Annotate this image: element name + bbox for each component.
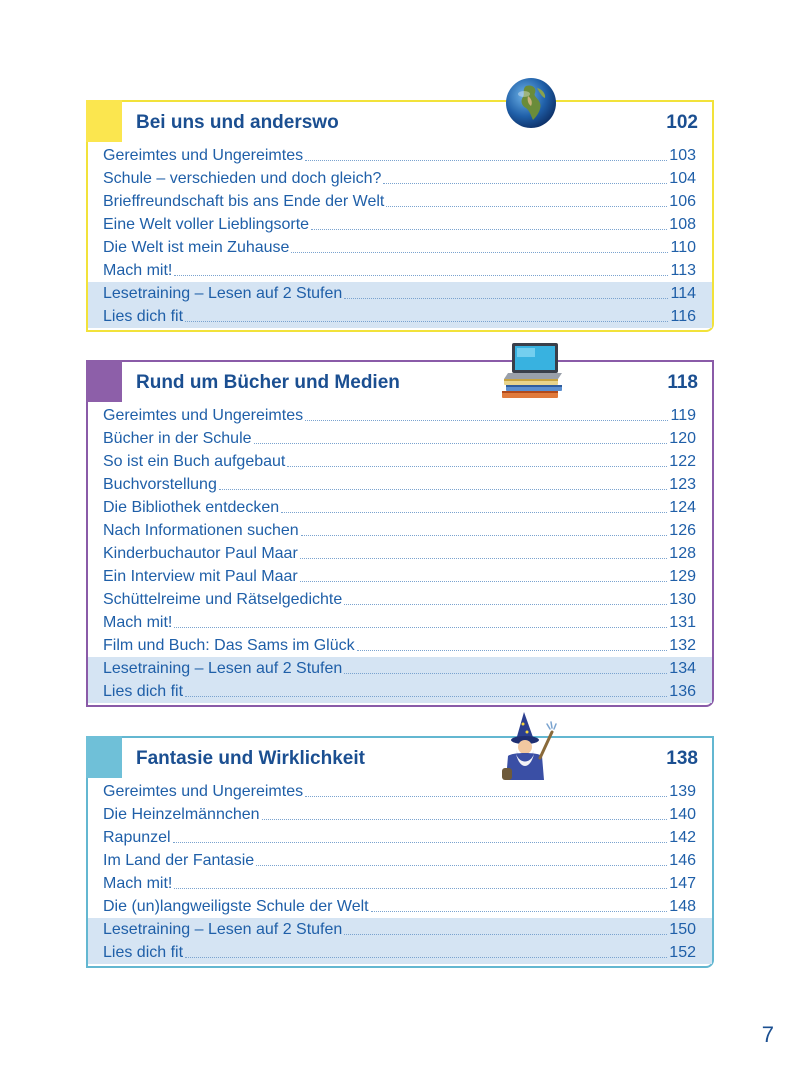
toc-entry-title: Kinderbuchautor Paul Maar: [103, 545, 298, 562]
toc-entry: [88, 941, 712, 964]
section-color-tab: [86, 736, 122, 778]
toc-entry-title: Nach Informationen suchen: [103, 522, 299, 539]
toc-entry: [88, 427, 712, 450]
dot-leader: [254, 443, 668, 444]
toc-entry-title: Gereimtes und Ungereimtes: [103, 407, 304, 424]
toc-entry-page: 152: [669, 944, 696, 961]
dot-leader: [301, 535, 668, 536]
dot-leader: [305, 796, 667, 797]
toc-entry-title: Lesetraining – Lesen auf 2 Stufen: [103, 660, 343, 677]
dot-leader: [256, 865, 667, 866]
dot-leader: [185, 696, 667, 697]
dot-leader: [300, 558, 668, 559]
toc-entry-title: Die (un)langweiligste Schule der Welt: [103, 898, 369, 915]
books-laptop-icon: [500, 341, 566, 401]
toc-entry-title: Schüttelreime und Rätselgedichte: [103, 591, 343, 608]
toc-entry: [88, 213, 712, 236]
entry-list: [88, 780, 712, 964]
toc-entry-page: 150: [669, 921, 696, 938]
section-page-number: 102: [666, 112, 698, 133]
toc-entry-page: 140: [669, 806, 696, 823]
toc-entry-page: 110: [670, 239, 696, 256]
section-title: Bei uns und anderswo: [136, 112, 339, 133]
toc-entry-title: Mach mit!: [103, 875, 173, 892]
toc-entry: [88, 872, 712, 895]
toc-entry-page: 134: [669, 660, 696, 677]
toc-entry-page: 147: [669, 875, 696, 892]
toc-entry-page: 129: [669, 568, 696, 585]
dot-leader: [344, 298, 668, 299]
dot-leader: [344, 934, 667, 935]
toc-entry-page: 126: [669, 522, 696, 539]
section-color-tab: [86, 360, 122, 402]
toc-entry-title: Lies dich fit: [103, 308, 184, 325]
toc-entry-title: Film und Buch: Das Sams im Glück: [103, 637, 355, 654]
toc-entry-title: Ein Interview mit Paul Maar: [103, 568, 298, 585]
toc-entry: [88, 780, 712, 803]
dot-leader: [287, 466, 667, 467]
toc-entry-title: Lesetraining – Lesen auf 2 Stufen: [103, 285, 343, 302]
toc-entry-page: 128: [669, 545, 696, 562]
toc-entry-title: So ist ein Buch aufgebaut: [103, 453, 286, 470]
dot-leader: [219, 489, 667, 490]
toc-entry-title: Die Welt ist mein Zuhause: [103, 239, 290, 256]
toc-entry: [88, 680, 712, 703]
toc-entry-title: Gereimtes und Ungereimtes: [103, 147, 304, 164]
toc-entry: [88, 167, 712, 190]
toc-entry-page: 146: [669, 852, 696, 869]
toc-entry-page: 113: [670, 262, 696, 279]
toc-entry-page: 131: [669, 614, 696, 631]
globe-icon: [504, 76, 558, 130]
dot-leader: [305, 420, 668, 421]
dot-leader: [344, 673, 667, 674]
section-title: Rund um Bücher und Medien: [136, 372, 400, 393]
toc-entry-page: 142: [669, 829, 696, 846]
toc-entry: [88, 611, 712, 634]
toc-entry-page: 103: [669, 147, 696, 164]
dot-leader: [174, 627, 667, 628]
toc-entry: [88, 190, 712, 213]
entry-list: [88, 404, 712, 703]
toc-entry-title: Die Heinzelmännchen: [103, 806, 260, 823]
dot-leader: [344, 604, 667, 605]
toc-entry-page: 124: [669, 499, 696, 516]
toc-entry-title: Gereimtes und Ungereimtes: [103, 783, 304, 800]
toc-entry-page: 139: [669, 783, 696, 800]
toc-entry-page: 104: [669, 170, 696, 187]
toc-entry-page: 106: [669, 193, 696, 210]
toc-entry: [88, 918, 712, 941]
toc-entry-title: Mach mit!: [103, 614, 173, 631]
toc-entry-title: Mach mit!: [103, 262, 173, 279]
dot-leader: [174, 888, 667, 889]
section-bei-uns-und-anderswo: [86, 100, 714, 332]
dot-leader: [371, 911, 668, 912]
dot-leader: [281, 512, 667, 513]
toc-entry: [88, 519, 712, 542]
section-title: Fantasie und Wirklichkeit: [136, 748, 365, 769]
toc-entry: [88, 895, 712, 918]
wizard-icon: [494, 710, 564, 782]
toc-entry-page: 116: [670, 308, 696, 325]
toc-entry: [88, 144, 712, 167]
toc-entry: [88, 305, 712, 328]
toc-entry: [88, 236, 712, 259]
toc-entry-page: 119: [670, 407, 696, 424]
toc-entry: [88, 803, 712, 826]
toc-entry-title: Buchvorstellung: [103, 476, 217, 493]
dot-leader: [311, 229, 667, 230]
toc-entry-title: Bücher in der Schule: [103, 430, 252, 447]
toc-entry-title: Lies dich fit: [103, 944, 184, 961]
toc-entry-title: Die Bibliothek entdecken: [103, 499, 280, 516]
toc-entry-title: Im Land der Fantasie: [103, 852, 255, 869]
toc-entry: [88, 849, 712, 872]
toc-entry: [88, 404, 712, 427]
dot-leader: [174, 275, 668, 276]
section-color-tab: [86, 100, 122, 142]
dot-leader: [291, 252, 668, 253]
toc-entry-page: 108: [669, 216, 696, 233]
toc-entry-title: Rapunzel: [103, 829, 171, 846]
dot-leader: [357, 650, 668, 651]
toc-entry: [88, 634, 712, 657]
dot-leader: [185, 957, 667, 958]
section-page-number: 118: [667, 372, 698, 393]
toc-entry-title: Brieffreundschaft bis ans Ende der Welt: [103, 193, 385, 210]
section-rund-um-buecher-und-medien: [86, 360, 714, 707]
toc-entry-page: 132: [669, 637, 696, 654]
toc-entry-page: 114: [670, 285, 696, 302]
dot-leader: [185, 321, 668, 322]
toc-entry: [88, 657, 712, 680]
page-number: 7: [761, 1022, 774, 1047]
toc-entry-page: 130: [669, 591, 696, 608]
toc-entry: [88, 826, 712, 849]
toc-entry-page: 148: [669, 898, 696, 915]
toc-entry-title: Lies dich fit: [103, 683, 184, 700]
section-page-number: 138: [666, 748, 698, 769]
dot-leader: [383, 183, 667, 184]
toc-entry: [88, 565, 712, 588]
dot-leader: [173, 842, 668, 843]
toc-entry: [88, 450, 712, 473]
toc-entry: [88, 473, 712, 496]
dot-leader: [305, 160, 667, 161]
toc-entry-page: 123: [669, 476, 696, 493]
toc-entry-page: 122: [669, 453, 696, 470]
toc-entry: [88, 282, 712, 305]
toc-entry-title: Schule – verschieden und doch gleich?: [103, 170, 382, 187]
toc-entry: [88, 259, 712, 282]
toc-entry-page: 136: [669, 683, 696, 700]
toc-entry-page: 120: [669, 430, 696, 447]
toc-entry: [88, 496, 712, 519]
toc-entry: [88, 588, 712, 611]
entry-list: [88, 144, 712, 328]
dot-leader: [300, 581, 668, 582]
dot-leader: [262, 819, 668, 820]
section-fantasie-und-wirklichkeit: [86, 736, 714, 968]
toc-entry-title: Lesetraining – Lesen auf 2 Stufen: [103, 921, 343, 938]
dot-leader: [386, 206, 667, 207]
toc-entry-title: Eine Welt voller Lieblingsorte: [103, 216, 310, 233]
toc-entry: [88, 542, 712, 565]
